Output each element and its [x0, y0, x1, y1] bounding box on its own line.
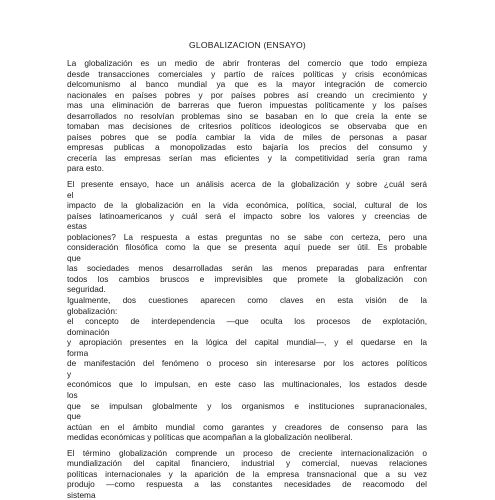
text-line: que — [67, 411, 81, 422]
text-line: actúan en el ámbito mundial como garantes y creadores de consenso para las — [67, 421, 427, 432]
text-line: crecería las empresas serían mas eficientes y la competitividad sería gran rama — [67, 152, 427, 163]
text-line: La globalización es un medio de abrir fronteras del comercio que todo empieza — [67, 58, 427, 68]
text-line: seguridad. — [67, 284, 106, 295]
text-line: las sociedades menos desarrolladas serán las menos preparadas para enfrentar — [67, 263, 427, 274]
text-line: el — [67, 189, 74, 200]
text-line: para esto. — [67, 163, 104, 174]
text-line: y apropiación presentes en la lógica del capital mundial—, y el quedarse en la — [67, 337, 427, 348]
text-line: El término globalización comprende un proceso de creciente internacionalización o — [67, 447, 427, 458]
text-line: Igualmente, dos cuestiones aparecen como claves en esta visión de la — [67, 295, 427, 306]
text-line: todos los cambios bruscos e imprevisibles que promete la globalización con — [67, 273, 427, 284]
text-line: mundialización del capital financiero, industrial y comercial, nuevas relaciones — [67, 458, 427, 469]
text-line: que — [67, 252, 81, 263]
paragraph-2 — [67, 179, 427, 443]
text-line: consideración filosófica como la que se presenta aquí puede ser útil. Es probable — [67, 242, 427, 253]
text-line: dominación — [67, 326, 110, 337]
paragraph-3 — [67, 448, 427, 500]
text-line: el concepto de interdependencia —que oculta los procesos de explotación, — [67, 316, 427, 327]
text-line: económicos que lo impulsan, en este caso las multinacionales, los estados desde — [67, 379, 427, 390]
text-line: poblaciones? La respuesta a estas preguntas no se sabe con certeza, pero una — [67, 231, 427, 242]
text-line: sistema — [67, 489, 96, 500]
text-line: los — [67, 389, 78, 400]
text-line: políticas internacionales y la aparición de la empresa transnacional que a su vez — [67, 468, 427, 479]
text-line: y — [67, 368, 72, 379]
text-line: nacionales en países pobres y por países pobres así creando un crecimiento y — [67, 89, 427, 100]
document-title: GLOBALIZACION (ENSAYO) — [189, 40, 306, 50]
text-line: de manifestación del fenómeno o proceso sin interesarse por los actores políticos — [67, 358, 427, 369]
text-line: desarrollados no resolvían problemas sino se basaban en lo que creía la ente se — [67, 110, 427, 121]
text-line: estas — [67, 221, 87, 232]
text-line: empresas publicas a monopolizadas esto bajaría los precios del consumo y — [67, 142, 427, 153]
text-line: produjo —como respuesta a las constantes necesidades de reacomodo del — [67, 479, 427, 490]
text-line: desde transacciones comerciales y partío de raíces políticas y crisis económicas — [67, 68, 427, 79]
text-line: impacto de la globalización en la vida económica, política, social, cultural de los — [67, 200, 427, 211]
text-line: medidas económicas y políticas que acompañan a la globalización neoliberal. — [67, 432, 353, 443]
text-line: delcomunismo al banco mundial ya que es la mayor integración de comercio — [67, 79, 427, 90]
document-body — [67, 58, 427, 500]
text-line: tomaban mas decisiones de critesrios políticos ideologicos se observaba que en — [67, 121, 427, 132]
text-line: países latinoamericanos y cuál será el impacto sobre los valores y creencias de — [67, 210, 427, 221]
text-line: países pobres que se podía cambiar la vida de miles de personas a pasar — [67, 131, 427, 142]
text-line: que se impulsan globalmente y los organismos e instituciones supranacionales, — [67, 400, 427, 411]
text-line: El presente ensayo, hace un análisis acerca de la globalización y sobre ¿cuál será — [67, 179, 427, 190]
text-line: forma — [67, 347, 89, 358]
paragraph-1 — [67, 58, 427, 174]
text-line: globalización: — [67, 305, 118, 316]
text-line: mas una eliminación de barreras que fueron impuestas políticamente y los países — [67, 100, 427, 111]
